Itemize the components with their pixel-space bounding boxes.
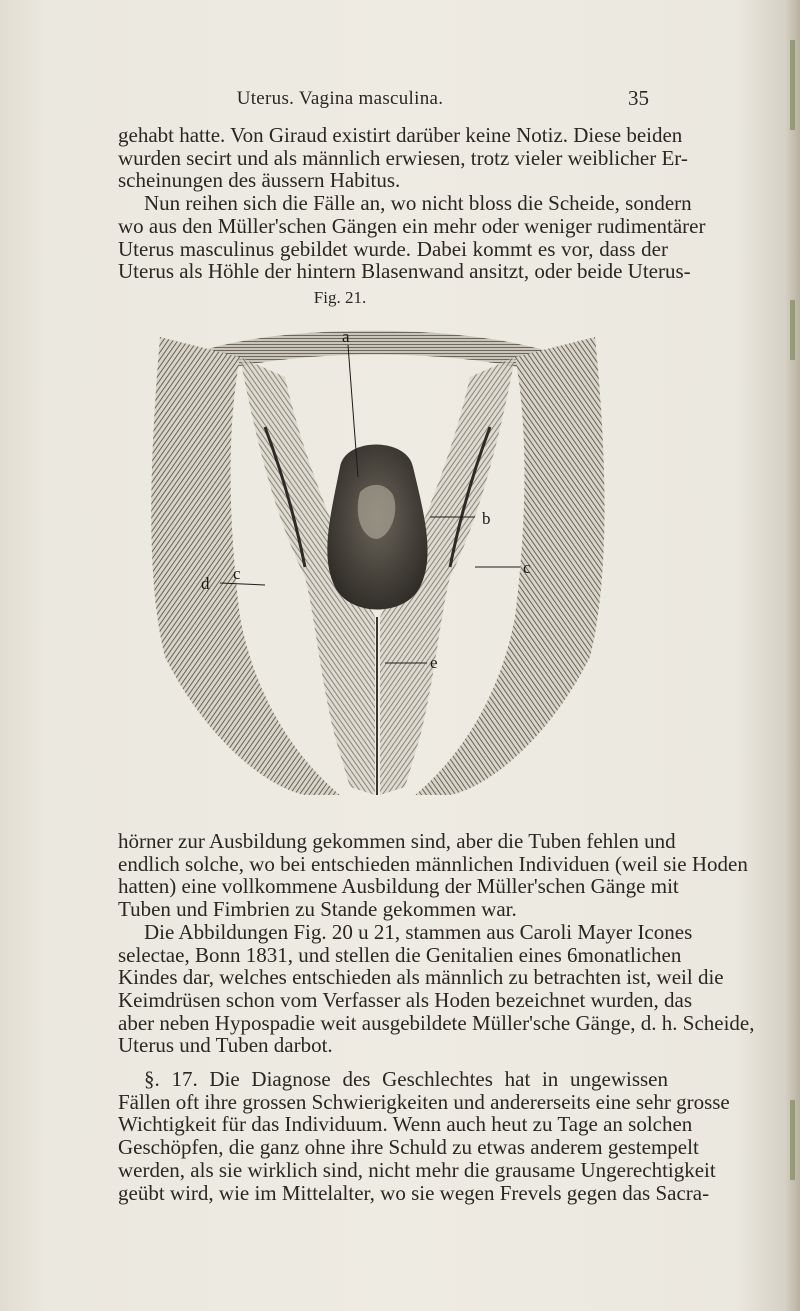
label-a: a: [342, 327, 350, 346]
text-line: Die Abbildungen Fig. 20 u 21, stammen aus Caroli Mayer Icones: [144, 919, 693, 944]
anatomical-figure: [145, 317, 610, 817]
label-d: d: [201, 574, 210, 593]
text-line: endlich solche, wo bei entschieden männlichen Individuen (weil sie Hoden: [118, 851, 748, 876]
text-line: wo aus den Müller'schen Gängen ein mehr oder weniger rudimentärer: [118, 213, 706, 238]
text-line: wurden secirt und als männlich erwiesen, trotz vieler weiblicher Er-: [118, 145, 688, 170]
paragraph-section-17: [118, 1067, 730, 1205]
text-line: gehabt hatte. Von Giraud existirt darüber keine Notiz. Diese beiden: [118, 123, 683, 147]
page-number: 35: [628, 86, 649, 110]
text-line: Kindes dar, welches entschieden als männlich zu betrachten ist, weil die: [118, 965, 724, 990]
text-line: Uterus als Höhle der hintern Blasenwand ansitzt, oder beide Uterus-: [118, 259, 691, 284]
text-line: hatten) eine vollkommene Ausbildung der Müller'schen Gänge mit: [118, 874, 679, 899]
text-line: Keimdrüsen schon vom Verfasser als Hoden bezeichnet wurden, das: [118, 987, 693, 1012]
text-line: geübt wird, wie im Mittelalter, wo sie wegen Frevels gegen das Sacra-: [118, 1180, 710, 1205]
label-e: e: [430, 653, 438, 672]
text-line: hörner zur Ausbildung gekommen sind, aber die Tuben fehlen und: [118, 829, 676, 853]
text-line: Uterus masculinus gebildet wurde. Dabei kommt es vor, dass der: [118, 236, 668, 261]
text-line: Nun reihen sich die Fälle an, wo nicht bloss die Scheide, sondern: [144, 191, 692, 216]
text-line: Fällen oft ihre grossen Schwierigkeiten und andererseits eine sehr grosse: [118, 1089, 730, 1114]
page-header: [0, 86, 800, 116]
text-line: Wichtigkeit für das Individuum. Wenn auch heut zu Tage an solchen: [118, 1112, 693, 1137]
binding-strip: [790, 1100, 795, 1180]
binding-strip: [790, 300, 795, 360]
section-heading-line: §. 17. Die Diagnose des Geschlechtes hat in ungewissen: [144, 1067, 668, 1091]
text-line: aber neben Hypospadie weit ausgebildete Müller'sche Gänge, d. h. Scheide,: [118, 1010, 755, 1035]
text-line: werden, als sie wirklich sind, nicht mehr die grausame Ungerechtigkeit: [118, 1157, 716, 1182]
running-head: Uterus. Vagina masculina.: [236, 88, 444, 109]
paragraph-bottom: [118, 829, 755, 1058]
text-line: scheinungen des äussern Habitus.: [118, 168, 401, 193]
text-line: Geschöpfen, die ganz ohne ihre Schuld zu etwas anderem gestempelt: [118, 1135, 699, 1160]
figure-illustration: [145, 317, 610, 817]
text-line: selectae, Bonn 1831, und stellen die Genitalien eines 6monatlichen: [118, 942, 682, 967]
label-c-left: c: [233, 564, 241, 583]
label-b: b: [482, 509, 491, 528]
figure-caption: Fig. 21.: [313, 288, 367, 307]
text-line: Tuben und Fimbrien zu Stande gekommen war.: [118, 897, 517, 922]
binding-strip: [790, 40, 795, 130]
text-line: Uterus und Tuben darbot.: [118, 1033, 333, 1058]
paragraph-top: [118, 123, 706, 284]
label-c-right: c: [523, 558, 531, 577]
